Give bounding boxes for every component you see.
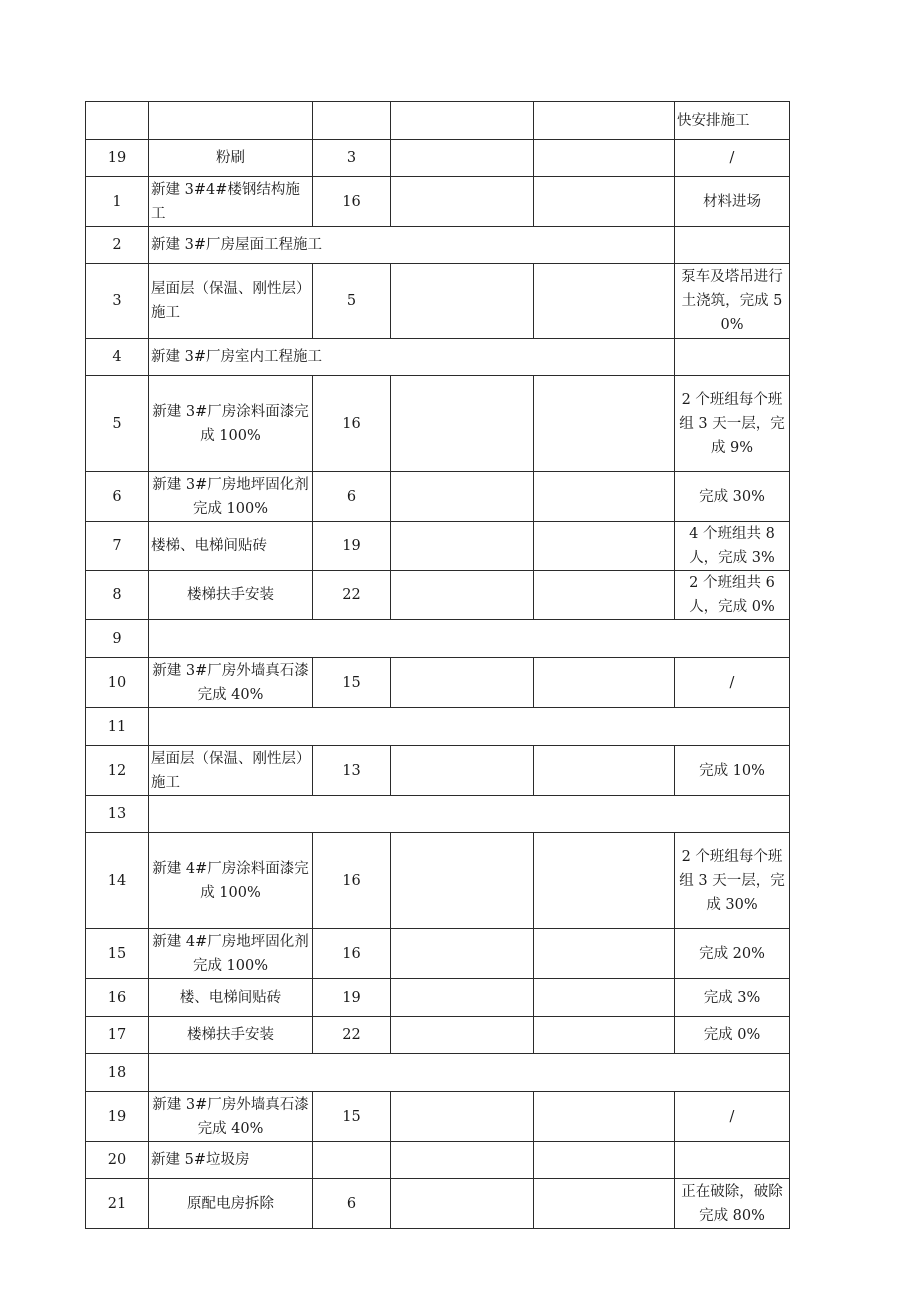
table-row	[86, 472, 790, 522]
table-row	[86, 1179, 790, 1229]
table-row	[86, 979, 790, 1017]
cell-number: 5	[86, 376, 149, 472]
cell-empty	[534, 264, 675, 339]
cell-number: 18	[86, 1054, 149, 1092]
cell-remark: /	[675, 1092, 790, 1142]
cell-task-name	[149, 620, 790, 658]
cell-empty	[534, 979, 675, 1017]
cell-remark	[675, 339, 790, 376]
schedule-table	[85, 101, 790, 1229]
cell-remark: 完成 3%	[675, 979, 790, 1017]
cell-duration: 19	[313, 522, 391, 571]
table-row	[86, 264, 790, 339]
cell-remark: 材料进场	[675, 177, 790, 227]
cell-task-name: 新建 5#垃圾房	[149, 1142, 313, 1179]
cell-task-name: 粉刷	[149, 140, 313, 177]
table-row	[86, 140, 790, 177]
cell-remark: /	[675, 140, 790, 177]
cell-empty	[534, 1142, 675, 1179]
cell-remark: /	[675, 658, 790, 708]
cell-number: 6	[86, 472, 149, 522]
cell-empty	[391, 571, 534, 620]
cell-empty	[391, 102, 534, 140]
cell-task-name: 新建 3#厂房涂料面漆完成 100%	[149, 376, 313, 472]
cell-remark: 2 个班组共 6 人，完成 0%	[675, 571, 790, 620]
cell-remark: 2 个班组每个班组 3 天一层，完成 9%	[675, 376, 790, 472]
table-row	[86, 620, 790, 658]
cell-empty	[391, 929, 534, 979]
cell-empty	[534, 746, 675, 796]
table-row	[86, 929, 790, 979]
cell-empty	[391, 1179, 534, 1229]
cell-empty	[534, 658, 675, 708]
cell-task-name: 楼、电梯间贴砖	[149, 979, 313, 1017]
cell-empty	[534, 1179, 675, 1229]
cell-remark: 2 个班组每个班组 3 天一层，完成 30%	[675, 833, 790, 929]
cell-task-name: 新建 3#厂房屋面工程施工	[149, 227, 675, 264]
cell-duration: 16	[313, 376, 391, 472]
cell-remark: 泵车及塔吊进行土浇筑，完成 50%	[675, 264, 790, 339]
cell-number: 11	[86, 708, 149, 746]
cell-empty	[391, 833, 534, 929]
table-row	[86, 1142, 790, 1179]
cell-number: 15	[86, 929, 149, 979]
cell-task-name	[149, 796, 790, 833]
cell-empty	[534, 376, 675, 472]
cell-number: 20	[86, 1142, 149, 1179]
cell-remark	[675, 227, 790, 264]
cell-number: 12	[86, 746, 149, 796]
cell-task-name: 新建 4#厂房涂料面漆完成 100%	[149, 833, 313, 929]
cell-empty	[391, 979, 534, 1017]
cell-duration	[313, 1142, 391, 1179]
cell-number: 14	[86, 833, 149, 929]
cell-number: 17	[86, 1017, 149, 1054]
cell-number: 16	[86, 979, 149, 1017]
cell-task-name: 新建 3#厂房外墙真石漆完成 40%	[149, 1092, 313, 1142]
cell-task-name: 新建 3#厂房外墙真石漆完成 40%	[149, 658, 313, 708]
cell-task-name: 原配电房拆除	[149, 1179, 313, 1229]
table-row	[86, 833, 790, 929]
cell-empty	[391, 522, 534, 571]
table-row	[86, 227, 790, 264]
cell-number: 9	[86, 620, 149, 658]
cell-duration: 6	[313, 1179, 391, 1229]
cell-empty	[534, 1092, 675, 1142]
cell-empty	[534, 522, 675, 571]
cell-duration: 16	[313, 929, 391, 979]
cell-remark: 完成 0%	[675, 1017, 790, 1054]
cell-task-name: 屋面层（保温、刚性层）施工	[149, 746, 313, 796]
cell-task-name: 新建 3#厂房室内工程施工	[149, 339, 675, 376]
cell-task-name	[149, 1054, 790, 1092]
cell-empty	[534, 1017, 675, 1054]
cell-empty	[391, 658, 534, 708]
cell-empty	[534, 472, 675, 522]
cell-task-name: 楼梯扶手安装	[149, 571, 313, 620]
table-row	[86, 376, 790, 472]
cell-empty	[391, 746, 534, 796]
cell-empty	[391, 472, 534, 522]
cell-empty	[534, 571, 675, 620]
table-row	[86, 796, 790, 833]
cell-number: 13	[86, 796, 149, 833]
cell-number: 7	[86, 522, 149, 571]
cell-task-name	[149, 708, 790, 746]
cell-empty	[391, 1142, 534, 1179]
schedule-table-body	[86, 102, 790, 1229]
cell-duration: 22	[313, 571, 391, 620]
cell-number: 8	[86, 571, 149, 620]
cell-remark	[675, 1142, 790, 1179]
cell-remark: 完成 10%	[675, 746, 790, 796]
table-row	[86, 102, 790, 140]
cell-empty	[391, 1017, 534, 1054]
table-row	[86, 339, 790, 376]
cell-task-name: 楼梯扶手安装	[149, 1017, 313, 1054]
cell-number	[86, 102, 149, 140]
table-row	[86, 1054, 790, 1092]
cell-duration: 3	[313, 140, 391, 177]
cell-number: 4	[86, 339, 149, 376]
cell-number: 21	[86, 1179, 149, 1229]
cell-duration: 16	[313, 177, 391, 227]
cell-empty	[391, 1092, 534, 1142]
table-row	[86, 708, 790, 746]
cell-task-name: 楼梯、电梯间贴砖	[149, 522, 313, 571]
cell-task-name: 新建 3#厂房地坪固化剂完成 100%	[149, 472, 313, 522]
cell-task-name: 新建 4#厂房地坪固化剂完成 100%	[149, 929, 313, 979]
cell-number: 10	[86, 658, 149, 708]
table-row	[86, 1092, 790, 1142]
table-row	[86, 522, 790, 571]
table-row	[86, 1017, 790, 1054]
cell-number: 19	[86, 140, 149, 177]
cell-remark: 快安排施工	[675, 102, 790, 140]
cell-task-name: 新建 3#4#楼钢结构施工	[149, 177, 313, 227]
cell-duration: 5	[313, 264, 391, 339]
cell-empty	[534, 929, 675, 979]
table-row	[86, 658, 790, 708]
cell-duration	[313, 102, 391, 140]
cell-empty	[534, 833, 675, 929]
cell-duration: 19	[313, 979, 391, 1017]
table-row	[86, 177, 790, 227]
cell-duration: 13	[313, 746, 391, 796]
cell-number: 1	[86, 177, 149, 227]
cell-remark: 正在破除，破除完成 80%	[675, 1179, 790, 1229]
table-row	[86, 571, 790, 620]
cell-duration: 15	[313, 1092, 391, 1142]
cell-task-name	[149, 102, 313, 140]
cell-empty	[391, 376, 534, 472]
cell-remark: 完成 30%	[675, 472, 790, 522]
cell-duration: 6	[313, 472, 391, 522]
cell-duration: 16	[313, 833, 391, 929]
table-row	[86, 746, 790, 796]
cell-number: 2	[86, 227, 149, 264]
cell-empty	[534, 177, 675, 227]
cell-empty	[391, 177, 534, 227]
cell-duration: 15	[313, 658, 391, 708]
cell-remark: 完成 20%	[675, 929, 790, 979]
cell-empty	[534, 102, 675, 140]
cell-task-name: 屋面层（保温、刚性层）施工	[149, 264, 313, 339]
cell-number: 3	[86, 264, 149, 339]
cell-duration: 22	[313, 1017, 391, 1054]
cell-empty	[391, 140, 534, 177]
cell-empty	[391, 264, 534, 339]
cell-remark: 4 个班组共 8 人，完成 3%	[675, 522, 790, 571]
cell-number: 19	[86, 1092, 149, 1142]
cell-empty	[534, 140, 675, 177]
